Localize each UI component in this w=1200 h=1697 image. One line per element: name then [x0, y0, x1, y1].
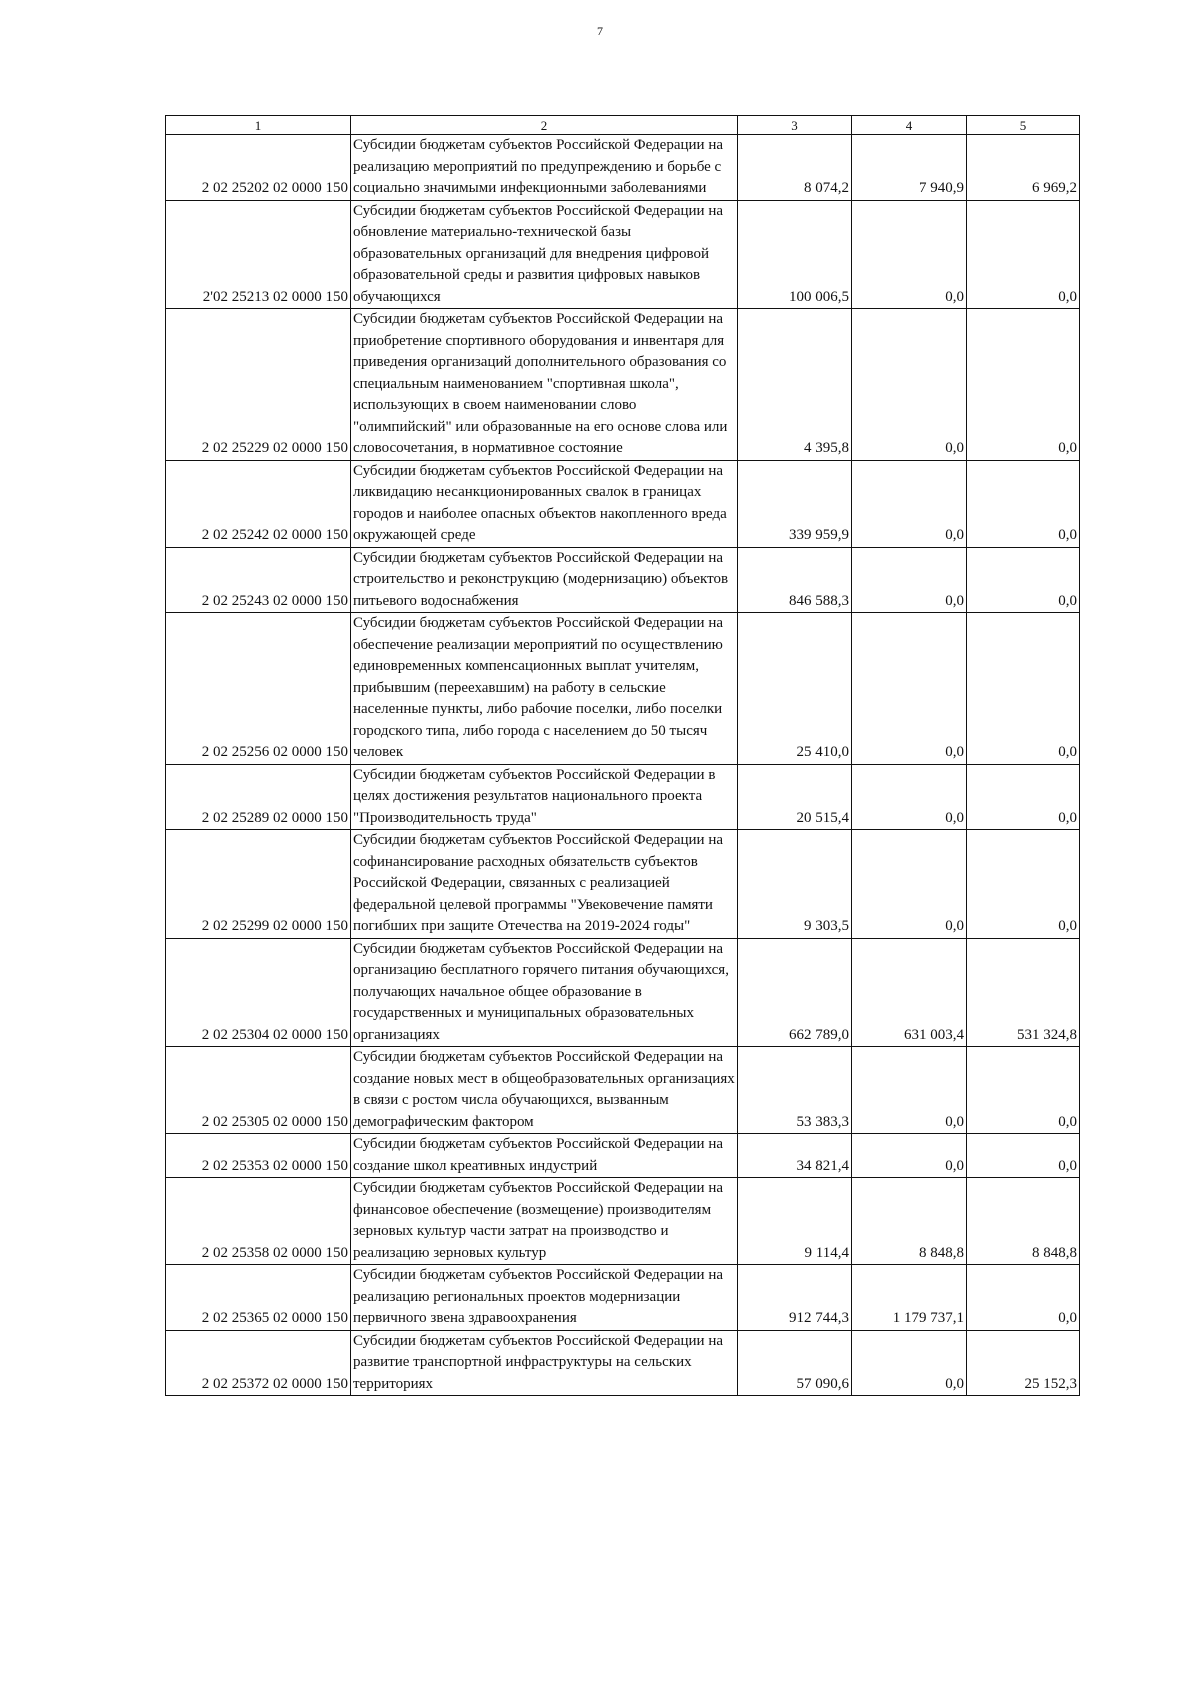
amount-col-5-cell: 0,0: [967, 200, 1080, 309]
table-row: [166, 547, 1080, 613]
amount-col-4-cell: 0,0: [852, 830, 967, 939]
amount-col-4-cell: 0,0: [852, 764, 967, 830]
budget-code-cell: 2 02 25305 02 0000 150: [166, 1047, 351, 1134]
budget-code-cell: 2 02 25372 02 0000 150: [166, 1330, 351, 1396]
budget-code-cell: 2 02 25229 02 0000 150: [166, 309, 351, 461]
table-row: [166, 1330, 1080, 1396]
table-row: [166, 830, 1080, 939]
table-body: [166, 135, 1080, 1396]
amount-col-3-cell: 57 090,6: [738, 1330, 852, 1396]
table-row: [166, 613, 1080, 765]
header-col-1: 1: [166, 116, 351, 135]
table-row: [166, 938, 1080, 1047]
budget-code-cell: 2 02 25358 02 0000 150: [166, 1178, 351, 1265]
description-cell: Субсидии бюджетам субъектов Российской Федерации на развитие транспортной инфраструктуры на сельских территориях: [351, 1330, 738, 1396]
header-row: [166, 116, 1080, 135]
amount-col-3-cell: 9 114,4: [738, 1178, 852, 1265]
header-col-2: 2: [351, 116, 738, 135]
description-cell: Субсидии бюджетам субъектов Российской Федерации на создание новых мест в общеобразовательных организациях в связи с ростом числа обучающихся, вызванным демографическим фактором: [351, 1047, 738, 1134]
amount-col-3-cell: 846 588,3: [738, 547, 852, 613]
table-row: [166, 1178, 1080, 1265]
amount-col-4-cell: 0,0: [852, 200, 967, 309]
table-row: [166, 1047, 1080, 1134]
amount-col-4-cell: 0,0: [852, 460, 967, 547]
amount-col-5-cell: 0,0: [967, 1265, 1080, 1331]
amount-col-5-cell: 0,0: [967, 309, 1080, 461]
budget-table: [165, 115, 1080, 1396]
description-cell: Субсидии бюджетам субъектов Российской Федерации на финансовое обеспечение (возмещение) производителям зерновых культур части затрат на производство и реализацию зерновых культур: [351, 1178, 738, 1265]
header-col-5: 5: [967, 116, 1080, 135]
amount-col-4-cell: 0,0: [852, 547, 967, 613]
description-cell: Субсидии бюджетам субъектов Российской Федерации на приобретение спортивного оборудования и инвентаря для приведения организаций дополнительного образования со специальным наименованием "спортивная школа", использующих в своем наименовании слово "олимпийский" или образованные на его основе слова или словосочетания, в нормативное состояние: [351, 309, 738, 461]
budget-code-cell: 2 02 25242 02 0000 150: [166, 460, 351, 547]
amount-col-3-cell: 20 515,4: [738, 764, 852, 830]
amount-col-4-cell: 7 940,9: [852, 135, 967, 201]
amount-col-4-cell: 0,0: [852, 613, 967, 765]
amount-col-4-cell: 0,0: [852, 1330, 967, 1396]
amount-col-3-cell: 9 303,5: [738, 830, 852, 939]
description-cell: Субсидии бюджетам субъектов Российской Федерации на реализацию региональных проектов модернизации первичного звена здравоохранения: [351, 1265, 738, 1331]
amount-col-5-cell: 0,0: [967, 1134, 1080, 1178]
description-cell: Субсидии бюджетам субъектов Российской Федерации на обеспечение реализации мероприятий по осуществлению единовременных компенсационных выплат учителям, прибывшим (переехавшим) на работу в сельские населенные пункты, либо рабочие поселки, либо поселки городского типа, либо города с населением до 50 тысяч человек: [351, 613, 738, 765]
amount-col-5-cell: 0,0: [967, 613, 1080, 765]
amount-col-5-cell: 531 324,8: [967, 938, 1080, 1047]
amount-col-5-cell: 8 848,8: [967, 1178, 1080, 1265]
amount-col-5-cell: 0,0: [967, 460, 1080, 547]
amount-col-3-cell: 8 074,2: [738, 135, 852, 201]
amount-col-4-cell: 0,0: [852, 1047, 967, 1134]
amount-col-3-cell: 34 821,4: [738, 1134, 852, 1178]
amount-col-3-cell: 912 744,3: [738, 1265, 852, 1331]
budget-code-cell: 2 02 25299 02 0000 150: [166, 830, 351, 939]
amount-col-5-cell: 0,0: [967, 764, 1080, 830]
amount-col-3-cell: 339 959,9: [738, 460, 852, 547]
budget-code-cell: 2 02 25243 02 0000 150: [166, 547, 351, 613]
table-row: [166, 764, 1080, 830]
amount-col-5-cell: 0,0: [967, 1047, 1080, 1134]
amount-col-4-cell: 8 848,8: [852, 1178, 967, 1265]
budget-code-cell: 2 02 25365 02 0000 150: [166, 1265, 351, 1331]
description-cell: Субсидии бюджетам субъектов Российской Федерации на создание школ креативных индустрий: [351, 1134, 738, 1178]
description-cell: Субсидии бюджетам субъектов Российской Федерации на организацию бесплатного горячего питания обучающихся, получающих начальное общее образование в государственных и муниципальных образовательных организациях: [351, 938, 738, 1047]
header-col-4: 4: [852, 116, 967, 135]
budget-code-cell: 2'02 25213 02 0000 150: [166, 200, 351, 309]
description-cell: Субсидии бюджетам субъектов Российской Федерации на обновление материально-технической базы образовательных организаций для внедрения цифровой образовательной среды и развития цифровых навыков обучающихся: [351, 200, 738, 309]
header-col-3: 3: [738, 116, 852, 135]
table-row: [166, 135, 1080, 201]
amount-col-4-cell: 631 003,4: [852, 938, 967, 1047]
amount-col-4-cell: 1 179 737,1: [852, 1265, 967, 1331]
amount-col-3-cell: 53 383,3: [738, 1047, 852, 1134]
table-row: [166, 1134, 1080, 1178]
amount-col-4-cell: 0,0: [852, 1134, 967, 1178]
amount-col-5-cell: 0,0: [967, 830, 1080, 939]
budget-code-cell: 2 02 25202 02 0000 150: [166, 135, 351, 201]
table-row: [166, 309, 1080, 461]
amount-col-4-cell: 0,0: [852, 309, 967, 461]
amount-col-3-cell: 25 410,0: [738, 613, 852, 765]
description-cell: Субсидии бюджетам субъектов Российской Федерации в целях достижения результатов национального проекта "Производительность труда": [351, 764, 738, 830]
amount-col-5-cell: 6 969,2: [967, 135, 1080, 201]
budget-code-cell: 2 02 25256 02 0000 150: [166, 613, 351, 765]
amount-col-5-cell: 25 152,3: [967, 1330, 1080, 1396]
budget-code-cell: 2 02 25304 02 0000 150: [166, 938, 351, 1047]
description-cell: Субсидии бюджетам субъектов Российской Федерации на строительство и реконструкцию (модернизацию) объектов питьевого водоснабжения: [351, 547, 738, 613]
amount-col-3-cell: 662 789,0: [738, 938, 852, 1047]
table-row: [166, 460, 1080, 547]
amount-col-3-cell: 100 006,5: [738, 200, 852, 309]
description-cell: Субсидии бюджетам субъектов Российской Федерации на ликвидацию несанкционированных свалок в границах городов и наиболее опасных объектов накопленного вреда окружающей среде: [351, 460, 738, 547]
table-row: [166, 1265, 1080, 1331]
table-row: [166, 200, 1080, 309]
budget-code-cell: 2 02 25353 02 0000 150: [166, 1134, 351, 1178]
description-cell: Субсидии бюджетам субъектов Российской Федерации на реализацию мероприятий по предупреждению и борьбе с социально значимыми инфекционными заболеваниями: [351, 135, 738, 201]
budget-code-cell: 2 02 25289 02 0000 150: [166, 764, 351, 830]
description-cell: Субсидии бюджетам субъектов Российской Федерации на софинансирование расходных обязательств субъектов Российской Федерации, связанных с реализацией федеральной целевой программы "Увековечение памяти погибших при защите Отечества на 2019-2024 годы": [351, 830, 738, 939]
page-number: 7: [597, 24, 603, 38]
amount-col-3-cell: 4 395,8: [738, 309, 852, 461]
amount-col-5-cell: 0,0: [967, 547, 1080, 613]
